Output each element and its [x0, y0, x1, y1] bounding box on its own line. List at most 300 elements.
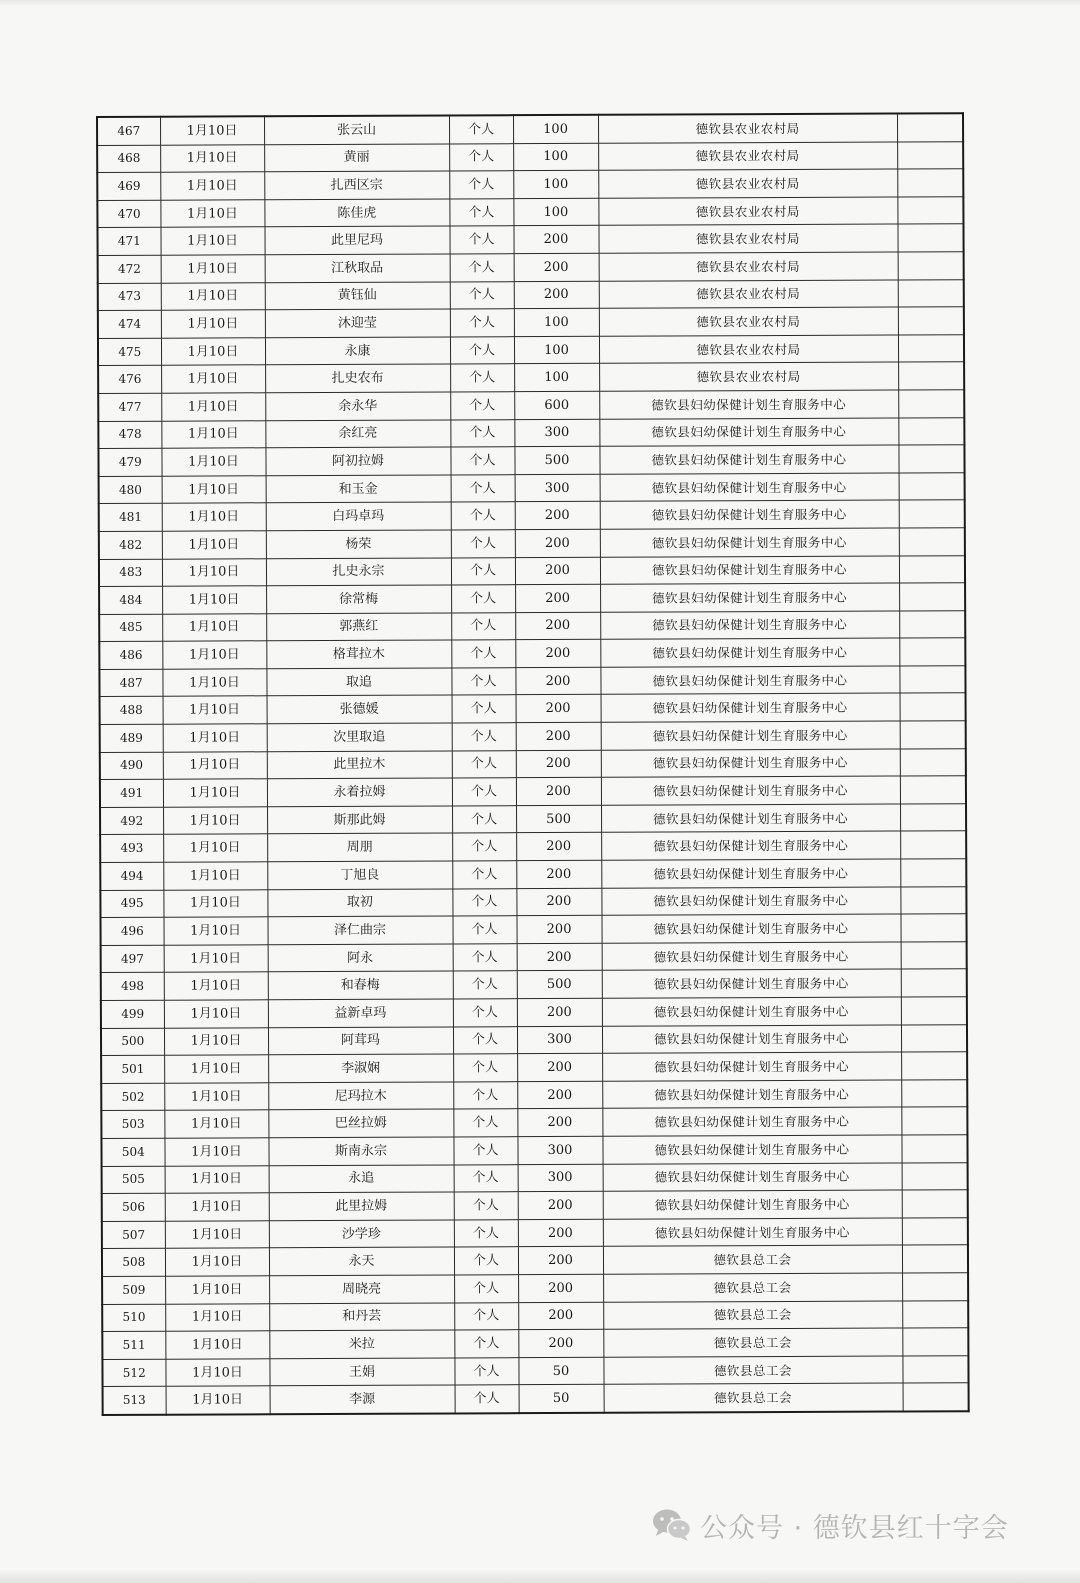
cell-note — [899, 500, 965, 528]
cell-date: 1月10日 — [161, 310, 265, 338]
cell-note — [898, 252, 964, 280]
table-row — [102, 1162, 968, 1193]
cell-note — [901, 1107, 967, 1135]
cell-note — [899, 472, 965, 500]
table-row — [100, 914, 966, 945]
cell-donor-name: 永追 — [269, 1165, 454, 1193]
table-row — [100, 831, 966, 862]
cell-number: 502 — [101, 1083, 164, 1111]
cell-work-unit: 德钦县农业农村局 — [599, 280, 898, 309]
cell-date: 1月10日 — [161, 365, 265, 393]
cell-work-unit: 德钦县农业农村局 — [598, 197, 897, 226]
cell-donor-type: 个人 — [454, 1219, 518, 1247]
table-row — [102, 1300, 968, 1331]
cell-donor-name: 此里拉木 — [267, 751, 452, 779]
cell-date: 1月10日 — [164, 1000, 268, 1028]
cell-donor-name: 泽仁曲宗 — [267, 916, 452, 944]
cell-date: 1月10日 — [160, 200, 264, 228]
cell-donor-name: 余红亮 — [265, 419, 450, 447]
cell-note — [903, 1383, 969, 1411]
table-row — [99, 610, 965, 641]
cell-donor-name: 扎史永宗 — [266, 557, 451, 585]
cell-note — [898, 390, 964, 418]
cell-number: 513 — [103, 1387, 166, 1415]
cell-number: 506 — [102, 1193, 165, 1221]
cell-donor-name: 和丹芸 — [269, 1302, 454, 1330]
cell-donor-name: 永天 — [269, 1247, 454, 1275]
cell-donor-type: 个人 — [452, 723, 516, 751]
cell-amount: 200 — [515, 557, 600, 585]
cell-work-unit: 德钦县妇幼保健计划生育服务中心 — [601, 859, 900, 888]
cell-donor-name: 沙学珍 — [269, 1220, 454, 1248]
cell-date: 1月10日 — [164, 972, 268, 1000]
cell-work-unit: 德钦县妇幼保健计划生育服务中心 — [601, 887, 900, 916]
cell-amount: 300 — [518, 1164, 603, 1192]
cell-number: 499 — [101, 1000, 164, 1028]
cell-note — [897, 141, 963, 169]
cell-date: 1月10日 — [161, 448, 265, 476]
cell-donor-type: 个人 — [452, 861, 516, 889]
cell-date: 1月10日 — [165, 1248, 269, 1276]
cell-amount: 100 — [513, 115, 598, 143]
cell-note — [902, 1217, 968, 1245]
table-row — [101, 1079, 967, 1110]
table-body — [97, 113, 969, 1415]
cell-amount: 50 — [518, 1357, 603, 1385]
cell-date: 1月10日 — [164, 945, 268, 973]
cell-work-unit: 德钦县农业农村局 — [598, 224, 897, 253]
cell-donor-name: 余永华 — [265, 392, 450, 420]
table-row — [98, 279, 964, 310]
table-row — [99, 472, 965, 503]
table-row — [101, 969, 967, 1000]
cell-donor-type: 个人 — [454, 1192, 518, 1220]
cell-date: 1月10日 — [164, 1110, 268, 1138]
cell-work-unit: 德钦县妇幼保健计划生育服务中心 — [601, 776, 900, 805]
cell-number: 512 — [102, 1359, 165, 1387]
cell-donor-type: 个人 — [454, 1275, 518, 1303]
cell-work-unit: 德钦县妇幼保健计划生育服务中心 — [601, 749, 900, 778]
cell-donor-name: 杨荣 — [266, 530, 451, 558]
cell-note — [898, 417, 964, 445]
cell-work-unit: 德钦县妇幼保健计划生育服务中心 — [602, 1080, 901, 1109]
donation-table — [96, 112, 970, 1416]
cell-date: 1月10日 — [161, 393, 265, 421]
cell-number: 474 — [98, 310, 161, 338]
cell-note — [900, 914, 966, 942]
cell-amount: 200 — [517, 1081, 602, 1109]
cell-number: 469 — [97, 172, 160, 200]
table-row — [100, 804, 966, 835]
cell-amount: 200 — [516, 860, 601, 888]
cell-donor-type: 个人 — [449, 143, 513, 171]
cell-donor-type: 个人 — [453, 1054, 517, 1082]
cell-date: 1月10日 — [165, 1331, 269, 1359]
cell-donor-type: 个人 — [455, 1385, 519, 1413]
cell-date: 1月10日 — [164, 1027, 268, 1055]
cell-number: 509 — [102, 1276, 165, 1304]
cell-donor-name: 益新卓玛 — [268, 999, 453, 1027]
cell-donor-type: 个人 — [453, 971, 517, 999]
cell-donor-name: 李源 — [270, 1385, 455, 1414]
cell-number: 504 — [101, 1138, 164, 1166]
cell-amount: 100 — [513, 198, 598, 226]
cell-work-unit: 德钦县总工会 — [603, 1245, 902, 1274]
wechat-icon — [652, 1508, 692, 1542]
cell-donor-name: 周朋 — [267, 833, 452, 861]
cell-amount: 50 — [519, 1385, 604, 1413]
cell-work-unit: 德钦县农业农村局 — [598, 114, 897, 143]
cell-donor-type: 个人 — [451, 530, 515, 558]
cell-donor-type: 个人 — [450, 281, 514, 309]
watermark-text: 公众号 · 德钦县红十字会 — [700, 1512, 1009, 1544]
table-row — [100, 886, 966, 917]
table-row — [100, 776, 966, 807]
cell-donor-name: 陈佳虎 — [264, 199, 449, 227]
cell-amount: 200 — [514, 281, 599, 309]
cell-number: 479 — [98, 448, 161, 476]
cell-date: 1月10日 — [160, 116, 264, 145]
cell-amount: 200 — [518, 1302, 603, 1330]
cell-date: 1月10日 — [161, 420, 265, 448]
cell-work-unit: 德钦县妇幼保健计划生育服务中心 — [602, 942, 901, 971]
cell-note — [900, 886, 966, 914]
cell-work-unit: 德钦县总工会 — [604, 1383, 903, 1412]
cell-date: 1月10日 — [161, 282, 265, 310]
cell-amount: 200 — [516, 722, 601, 750]
cell-amount: 200 — [517, 1053, 602, 1081]
cell-note — [902, 1162, 968, 1190]
cell-amount: 200 — [515, 529, 600, 557]
cell-donor-type: 个人 — [453, 1081, 517, 1109]
cell-work-unit: 德钦县妇幼保健计划生育服务中心 — [601, 914, 900, 943]
table-row — [99, 500, 965, 531]
cell-amount: 100 — [513, 143, 598, 171]
cell-amount: 200 — [516, 750, 601, 778]
cell-note — [902, 1245, 968, 1273]
cell-donor-name: 格茸拉木 — [266, 640, 451, 668]
cell-work-unit: 德钦县妇幼保健计划生育服务中心 — [599, 445, 898, 474]
cell-donor-type: 个人 — [454, 1330, 518, 1358]
cell-number: 501 — [101, 1055, 164, 1083]
cell-amount: 200 — [515, 502, 600, 530]
cell-note — [902, 1273, 968, 1301]
cell-note — [902, 1355, 968, 1383]
cell-date: 1月10日 — [163, 889, 267, 917]
table-row — [102, 1190, 968, 1221]
cell-amount: 500 — [514, 446, 599, 474]
cell-number: 511 — [102, 1331, 165, 1359]
cell-donor-name: 次里取追 — [267, 723, 452, 751]
cell-donor-name: 米拉 — [269, 1330, 454, 1358]
table-row — [99, 555, 965, 586]
cell-date: 1月10日 — [163, 779, 267, 807]
cell-amount: 300 — [517, 1136, 602, 1164]
cell-donor-name: 张云山 — [264, 115, 449, 144]
cell-donor-type: 个人 — [452, 778, 516, 806]
cell-number: 468 — [97, 145, 160, 173]
cell-note — [897, 224, 963, 252]
cell-work-unit: 德钦县妇幼保健计划生育服务中心 — [601, 721, 900, 750]
table-row — [97, 224, 963, 255]
cell-number: 476 — [98, 366, 161, 394]
cell-note — [898, 445, 964, 473]
cell-work-unit: 德钦县妇幼保健计划生育服务中心 — [602, 1052, 901, 1081]
table-row — [97, 113, 963, 145]
cell-work-unit: 德钦县妇幼保健计划生育服务中心 — [600, 473, 899, 502]
cell-donor-name: 扎西区宗 — [264, 171, 449, 199]
cell-note — [900, 804, 966, 832]
cell-donor-type: 个人 — [451, 585, 515, 613]
table-row — [98, 417, 964, 448]
cell-amount: 300 — [515, 474, 600, 502]
cell-donor-type: 个人 — [452, 750, 516, 778]
cell-note — [901, 1079, 967, 1107]
cell-work-unit: 德钦县妇幼保健计划生育服务中心 — [602, 1107, 901, 1136]
page-top-edge — [0, 0, 1080, 6]
cell-date: 1月10日 — [165, 1358, 269, 1386]
cell-donor-name: 黄丽 — [264, 144, 449, 172]
cell-number: 477 — [98, 393, 161, 421]
cell-work-unit: 德钦县农业农村局 — [599, 335, 898, 364]
cell-work-unit: 德钦县妇幼保健计划生育服务中心 — [600, 528, 899, 557]
cell-amount: 200 — [516, 833, 601, 861]
cell-note — [902, 1328, 968, 1356]
cell-date: 1月10日 — [163, 751, 267, 779]
cell-donor-name: 扎史农布 — [265, 364, 450, 392]
cell-note — [901, 942, 967, 970]
cell-note — [902, 1190, 968, 1218]
cell-donor-type: 个人 — [452, 695, 516, 723]
cell-number: 505 — [102, 1166, 165, 1194]
cell-number: 484 — [99, 586, 162, 614]
cell-number: 493 — [100, 835, 163, 863]
cell-date: 1月10日 — [162, 669, 266, 697]
table-row — [101, 1135, 967, 1166]
table-row — [102, 1355, 968, 1386]
cell-note — [901, 1024, 967, 1052]
cell-date: 1月10日 — [163, 807, 267, 835]
cell-date: 1月10日 — [163, 834, 267, 862]
cell-note — [899, 528, 965, 556]
cell-date: 1月10日 — [162, 586, 266, 614]
cell-number: 494 — [100, 862, 163, 890]
cell-amount: 200 — [516, 778, 601, 806]
cell-note — [897, 169, 963, 197]
table-row — [102, 1273, 968, 1304]
cell-note — [900, 721, 966, 749]
table-row — [100, 693, 966, 724]
cell-date: 1月10日 — [165, 1221, 269, 1249]
cell-donor-name: 王娟 — [269, 1358, 454, 1386]
cell-amount: 200 — [515, 612, 600, 640]
cell-donor-type: 个人 — [451, 640, 515, 668]
table-row — [101, 997, 967, 1028]
table-row — [98, 390, 964, 421]
cell-donor-name: 黄钰仙 — [265, 282, 450, 310]
cell-amount: 200 — [514, 253, 599, 281]
cell-donor-type: 个人 — [453, 1109, 517, 1137]
cell-work-unit: 德钦县妇幼保健计划生育服务中心 — [600, 583, 899, 612]
cell-date: 1月10日 — [162, 613, 266, 641]
cell-number: 500 — [101, 1028, 164, 1056]
cell-work-unit: 德钦县农业农村局 — [598, 142, 897, 171]
cell-date: 1月10日 — [165, 1165, 269, 1193]
cell-donor-type: 个人 — [451, 612, 515, 640]
cell-date: 1月10日 — [165, 1193, 269, 1221]
cell-donor-type: 个人 — [449, 198, 513, 226]
cell-number: 487 — [99, 669, 162, 697]
cell-amount: 200 — [515, 640, 600, 668]
page-bottom-edge — [0, 1569, 1080, 1583]
cell-amount: 200 — [517, 943, 602, 971]
table-row — [97, 141, 963, 172]
cell-donor-type: 个人 — [450, 447, 514, 475]
cell-number: 510 — [102, 1304, 165, 1332]
cell-number: 480 — [99, 476, 162, 504]
cell-number: 507 — [102, 1221, 165, 1249]
table-row — [101, 1107, 967, 1138]
cell-number: 503 — [101, 1111, 164, 1139]
cell-donor-type: 个人 — [454, 1302, 518, 1330]
cell-amount: 200 — [515, 584, 600, 612]
cell-date: 1月10日 — [161, 338, 265, 366]
cell-number: 508 — [102, 1249, 165, 1277]
cell-date: 1月10日 — [162, 641, 266, 669]
cell-date: 1月10日 — [160, 172, 264, 200]
table-row — [98, 307, 964, 338]
cell-amount: 500 — [516, 805, 601, 833]
cell-date: 1月10日 — [162, 503, 266, 531]
cell-work-unit: 德钦县农业农村局 — [599, 307, 898, 336]
table-row — [100, 721, 966, 752]
cell-donor-name: 取追 — [266, 668, 451, 696]
watermark — [652, 1505, 1009, 1545]
cell-donor-type: 个人 — [450, 419, 514, 447]
cell-number: 467 — [97, 117, 160, 145]
cell-work-unit: 德钦县妇幼保健计划生育服务中心 — [600, 556, 899, 585]
cell-donor-type: 个人 — [452, 916, 516, 944]
table-row — [102, 1245, 968, 1276]
table-row — [102, 1217, 968, 1248]
cell-donor-name: 此里尼玛 — [264, 226, 449, 254]
table-row — [97, 196, 963, 227]
cell-donor-type: 个人 — [449, 226, 513, 254]
cell-donor-name: 永着拉姆 — [267, 778, 452, 806]
cell-donor-name: 此里拉姆 — [269, 1192, 454, 1220]
cell-donor-type: 个人 — [451, 557, 515, 585]
table-row — [103, 1383, 969, 1415]
cell-work-unit: 德钦县总工会 — [603, 1273, 902, 1302]
cell-work-unit: 德钦县妇幼保健计划生育服务中心 — [603, 1190, 902, 1219]
cell-donor-type: 个人 — [450, 309, 514, 337]
cell-number: 478 — [98, 421, 161, 449]
cell-note — [898, 307, 964, 335]
table-row — [99, 666, 965, 697]
cell-donor-type: 个人 — [454, 1357, 518, 1385]
cell-donor-type: 个人 — [449, 171, 513, 199]
cell-date: 1月10日 — [164, 1055, 268, 1083]
cell-donor-type: 个人 — [452, 806, 516, 834]
cell-note — [901, 1135, 967, 1163]
cell-work-unit: 德钦县妇幼保健计划生育服务中心 — [600, 638, 899, 667]
cell-work-unit: 德钦县妇幼保健计划生育服务中心 — [602, 1135, 901, 1164]
cell-number: 497 — [101, 945, 164, 973]
cell-work-unit: 德钦县妇幼保健计划生育服务中心 — [601, 804, 900, 833]
cell-work-unit: 德钦县总工会 — [603, 1328, 902, 1357]
cell-amount: 200 — [516, 888, 601, 916]
cell-donor-type: 个人 — [452, 888, 516, 916]
cell-number: 495 — [100, 890, 163, 918]
cell-donor-type: 个人 — [451, 502, 515, 530]
cell-donor-name: 郭燕红 — [266, 613, 451, 641]
cell-date: 1月10日 — [162, 558, 266, 586]
table-row — [99, 638, 965, 669]
table-row — [101, 1052, 967, 1083]
cell-donor-name: 永康 — [265, 337, 450, 365]
cell-donor-name: 斯南永宗 — [268, 1137, 453, 1165]
table-row — [100, 748, 966, 779]
cell-number: 496 — [100, 917, 163, 945]
cell-note — [899, 666, 965, 694]
cell-date: 1月10日 — [161, 255, 265, 283]
cell-number: 491 — [100, 779, 163, 807]
cell-amount: 200 — [517, 1109, 602, 1137]
cell-donor-name: 张德媛 — [267, 695, 452, 723]
cell-number: 490 — [100, 752, 163, 780]
table-row — [98, 252, 964, 283]
cell-number: 475 — [98, 338, 161, 366]
cell-date: 1月10日 — [163, 696, 267, 724]
cell-donor-type: 个人 — [454, 1164, 518, 1192]
cell-number: 471 — [97, 228, 160, 256]
cell-date: 1月10日 — [163, 862, 267, 890]
cell-amount: 600 — [514, 391, 599, 419]
cell-donor-name: 巴丝拉姆 — [268, 1109, 453, 1137]
cell-date: 1月10日 — [165, 1276, 269, 1304]
cell-donor-type: 个人 — [451, 668, 515, 696]
cell-amount: 200 — [518, 1274, 603, 1302]
cell-note — [901, 997, 967, 1025]
cell-work-unit: 德钦县妇幼保健计划生育服务中心 — [603, 1163, 902, 1192]
cell-date: 1月10日 — [163, 724, 267, 752]
cell-amount: 200 — [517, 998, 602, 1026]
cell-donor-name: 徐常梅 — [266, 585, 451, 613]
cell-date: 1月10日 — [163, 917, 267, 945]
cell-note — [900, 748, 966, 776]
cell-donor-name: 和玉金 — [266, 475, 451, 503]
cell-donor-name: 周晓亮 — [269, 1275, 454, 1303]
table-row — [100, 859, 966, 890]
table-row — [97, 169, 963, 200]
cell-amount: 200 — [518, 1329, 603, 1357]
cell-amount: 100 — [514, 308, 599, 336]
table-row — [98, 445, 964, 476]
cell-donor-type: 个人 — [452, 833, 516, 861]
cell-number: 489 — [100, 724, 163, 752]
cell-donor-type: 个人 — [453, 943, 517, 971]
cell-donor-name: 江秋取品 — [265, 254, 450, 282]
cell-work-unit: 德钦县农业农村局 — [598, 169, 897, 198]
cell-donor-type: 个人 — [450, 392, 514, 420]
cell-number: 498 — [101, 973, 164, 1001]
cell-amount: 200 — [515, 667, 600, 695]
cell-amount: 200 — [518, 1219, 603, 1247]
cell-work-unit: 德钦县农业农村局 — [599, 362, 898, 391]
cell-work-unit: 德钦县妇幼保健计划生育服务中心 — [599, 390, 898, 419]
cell-number: 472 — [98, 255, 161, 283]
cell-work-unit: 德钦县妇幼保健计划生育服务中心 — [600, 666, 899, 695]
